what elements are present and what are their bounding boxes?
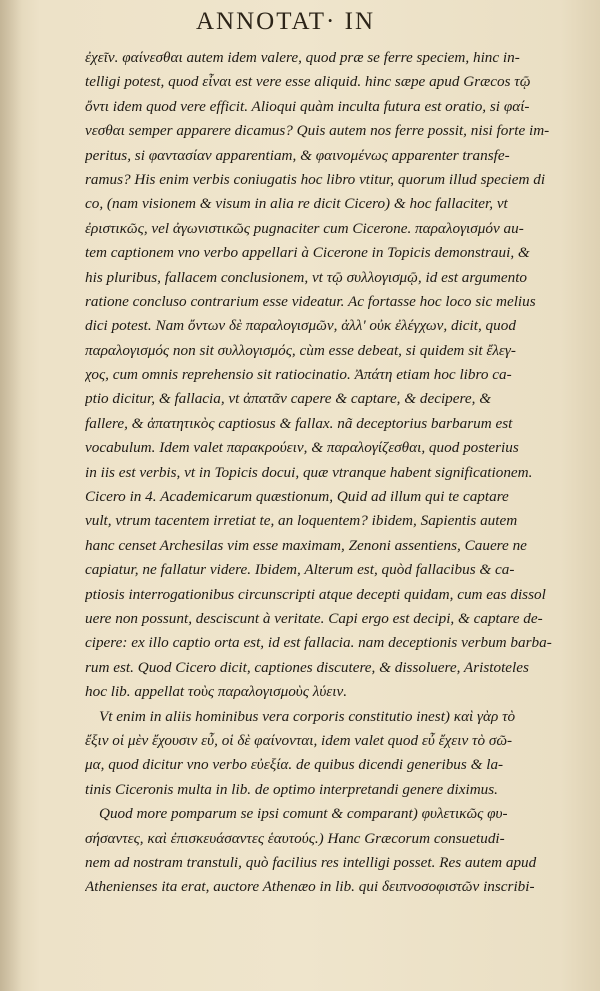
- text-line: παραλογισμός non sit συλλογισμός, cùm esse debeat, si quidem sit ἔλεγ-: [85, 341, 516, 359]
- text-line: ptiosis interrogationibus circunscripti atque decepti quidam, cum eas dissol: [85, 585, 546, 603]
- text-line: χος, cum omnis reprehensio sit ratiocinatio. Ἀπάτη etiam hoc libro ca-: [85, 366, 512, 384]
- text-line: rum est. Quod Cicero dicit, captiones discutere, & dissoluere, Aristoteles: [85, 658, 529, 676]
- text-line: his pluribus, fallacem conclusionem, vt τῷ συλλογισμῷ, id est argumento: [85, 268, 528, 286]
- paragraph-1: [85, 46, 575, 705]
- text-line: Vt enim in aliis hominibus vera corporis constitutio inest) καὶ γὰρ τὸ: [99, 707, 516, 725]
- running-head: ANNOTAT· IN: [196, 8, 375, 35]
- annotation-body: [85, 46, 575, 900]
- text-line: Cicero in 4. Academicarum quæstionum, Quid ad illum qui te captare: [85, 488, 509, 506]
- gutter-shadow: [0, 0, 22, 991]
- text-line: ramus? His enim verbis coniugatis hoc libro vtitur, quorum illud speciem di: [85, 170, 546, 188]
- text-line: hoc lib. appellat τοὺς παραλογισμοὺς λύειν.: [85, 683, 348, 701]
- paragraph-2: [85, 705, 575, 803]
- text-line: telligi potest, quod εἶναι est vere esse aliquid. hinc sæpe apud Græcos τῷ: [85, 73, 531, 91]
- text-line: vult, vtrum tacentem irretiat te, an loquentem? ibidem, Sapientis autem: [85, 512, 518, 530]
- text-line: ratione concluso contrarium esse videatur. Ac fortasse hoc loco sic melius: [85, 292, 536, 310]
- text-line: hanc censet Archesilas vim esse maximam, Zenoni assentiens, Cauere ne: [85, 536, 527, 554]
- text-line: ptio dicitur, & fallacia, vt ἀπατᾶν capere & captare, & decipere, &: [85, 390, 492, 408]
- text-line: ἐριστικῶς, vel ἀγωνιστικῶς pugnaciter cum Cicerone. παραλογισμόν au-: [85, 219, 524, 237]
- paragraph-3: [85, 802, 575, 900]
- text-line: Quod more pomparum se ipsi comunt & comparant) φυλετικῶς φυ-: [99, 805, 508, 823]
- text-line: ἐχεῖν. φαίνεσθαι autem idem valere, quod præ se ferre speciem, hinc in-: [85, 49, 520, 66]
- text-line: uere non possunt, desciscunt à veritate. Capi ergo est decipi, & captare de-: [85, 609, 543, 627]
- text-line: co, (nam visionem & visum in alia re dicit Cicero) & hoc fallaciter, vt: [85, 195, 508, 213]
- text-line: Athenienses ita erat, auctore Athenæo in lib. qui δειπνοσοφιστῶν inscribi-: [85, 878, 535, 896]
- text-line: tem captionem vno verbo appellari à Cicerone in Topicis demonstraui, &: [85, 244, 530, 262]
- text-line: vocabulum. Idem valet παρακρούειν, & παραλογίζεσθαι, quod posterius: [85, 439, 519, 457]
- text-line: νεσθαι semper apparere dicamus? Quis autem nos ferre possit, nisi forte im-: [85, 122, 550, 140]
- text-line: peritus, si φαντασίαν apparentiam, & φαινομένως apparenter transfe-: [85, 146, 510, 164]
- text-line: ὄντι idem quod vere efficit. Alioqui quàm inculta futura est oratio, si φαί-: [85, 97, 530, 115]
- text-line: capiatur, ne fallatur videre. Ibidem, Alterum est, quòd fallacibus & ca-: [85, 561, 515, 579]
- text-line: in iis est verbis, vt in Topicis docui, quæ vtranque habent significationem.: [85, 463, 533, 481]
- text-line: dici potest. Nam ὄντων δὲ παραλογισμῶν, ἀλλ' οὐκ ἐλέγχων, dicit, quod: [85, 317, 516, 335]
- text-line: fallere, & ἀπατητικὸς captiosus & fallax. nã deceptorius barbarum est: [85, 414, 513, 432]
- text-line: cipere: ex illo captio orta est, id est fallacia. nam deceptionis verbum barba-: [85, 634, 552, 652]
- text-line: tinis Ciceronis multa in lib. de optimo interpretandi genere diximus.: [85, 780, 498, 798]
- text-line: ἔξιν οἱ μὲν ἔχουσιν εὖ, οἱ δὲ φαίνονται, idem valet quod εὖ ἔχειν τὸ σῶ-: [85, 731, 513, 749]
- text-line: μα, quod dicitur vno verbo εὐεξία. de quibus dicendi generibus & la-: [85, 756, 504, 774]
- text-line: nem ad nostram transtuli, quò facilius res intelligi posset. Res autem apud: [85, 853, 537, 871]
- text-line: σήσαντες, καὶ ἐπισκευάσαντες ἑαυτούς.) Hanc Græcorum consuetudi-: [85, 829, 505, 847]
